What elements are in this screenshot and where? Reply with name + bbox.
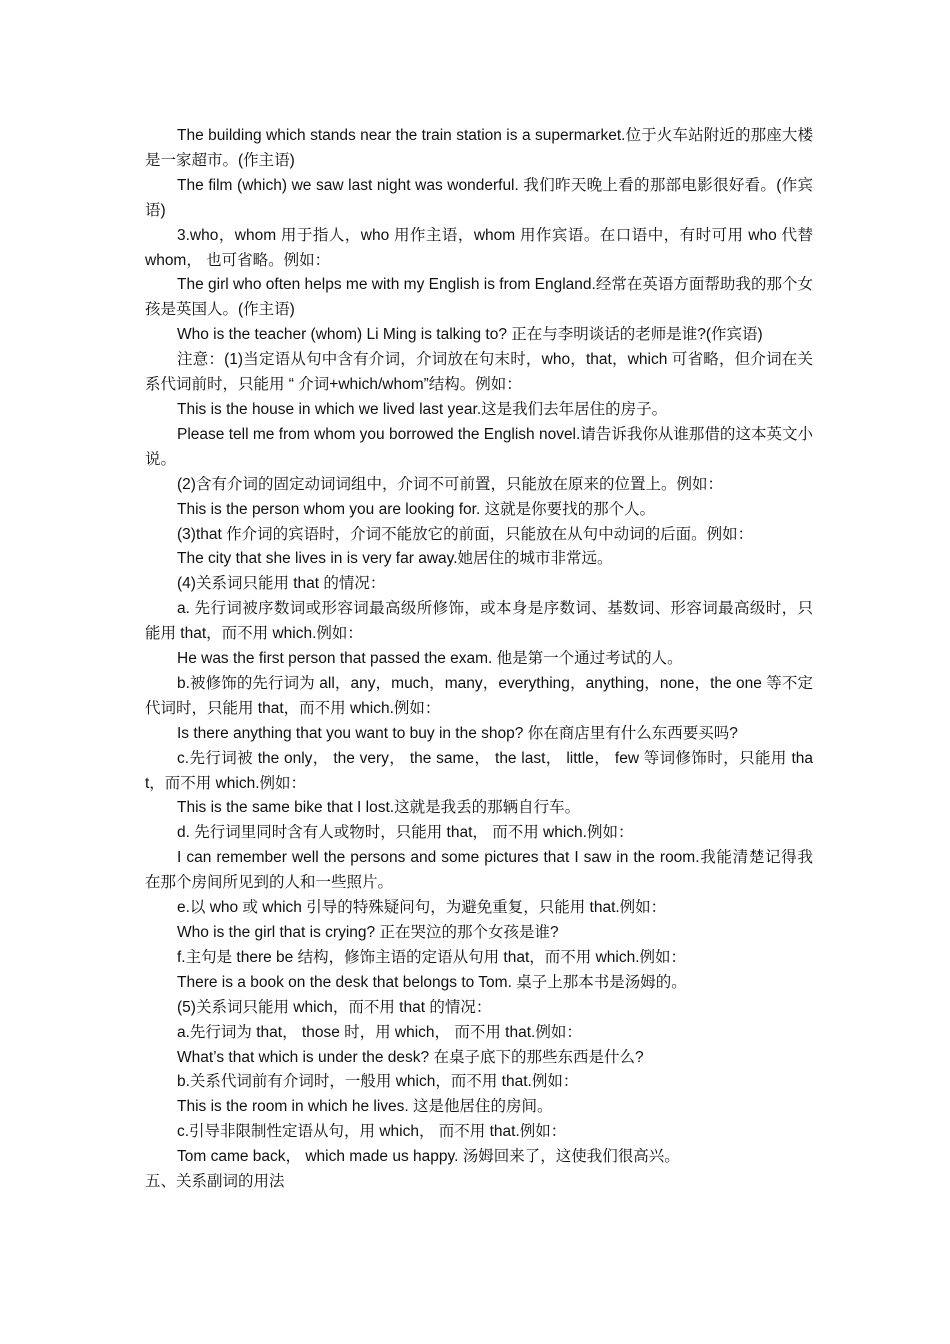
- body-paragraph: This is the room in which he lives. 这是他居住的房间。: [177, 1098, 553, 1116]
- body-paragraph: The building which stands near the train station is a supermarket.位于火车站附近的那座大楼是一家超市。(作主语): [145, 127, 813, 169]
- body-paragraph: c.引导非限制性定语从句，用 which， 而不用 that.例如：: [177, 1123, 567, 1141]
- body-paragraph: b.关系代词前有介词时，一般用 which，而不用 that.例如：: [177, 1073, 579, 1091]
- body-paragraph: He was the first person that passed the exam. 他是第一个通过考试的人。: [177, 650, 683, 668]
- body-paragraph: (5)关系词只能用 which，而不用 that 的情况：: [177, 998, 492, 1016]
- body-paragraph: b.被修饰的先行词为 all，any，much，many，everything，anything，none，the one 等不定代词时，只能用 that，而不用 which.例如：: [145, 674, 813, 717]
- body-paragraph: The girl who often helps me with my English is from England.经常在英语方面帮助我的那个女孩是英国人。(作主语): [145, 276, 813, 319]
- body-paragraph: (2)含有介词的固定动词词组中，介词不可前置，只能放在原来的位置上。例如：: [177, 475, 723, 493]
- document-page: [145, 124, 813, 1195]
- body-paragraph: a. 先行词被序数词或形容词最高级所修饰，或本身是序数词、基数词、形容词最高级时，只能用 that，而不用 which.例如：: [145, 600, 813, 643]
- body-paragraph: (3)that 作介词的宾语时，介词不能放它的前面，只能放在从句中动词的后面。例如：: [177, 525, 754, 543]
- body-paragraph: 注意：(1)当定语从句中含有介词，介词放在句末时，who，that，which 可省略，但介词在关系代词前时，只能用 “ 介词+which/whom”结构。例如：: [145, 351, 813, 394]
- body-paragraph: The city that she lives in is very far away.她居住的城市非常远。: [177, 550, 613, 568]
- body-paragraph: d. 先行词里同时含有人或物时，只能用 that， 而不用 which.例如：: [177, 824, 634, 842]
- body-paragraph: There is a book on the desk that belongs to Tom. 桌子上那本书是汤姆的。: [177, 973, 687, 991]
- body-paragraph: 3.who，whom 用于指人，who 用作主语，whom 用作宾语。在口语中，有时可用 who 代替 whom， 也可省略。例如：: [145, 226, 813, 269]
- body-paragraph: I can remember well the persons and some pictures that I saw in the room.我能清楚记得我在那个房间所见到的人和一些照片。: [145, 849, 813, 892]
- section-heading: 五、关系副词的用法: [145, 1173, 285, 1191]
- body-paragraph: c.先行词被 the only， the very， the same， the last， little， few 等词修饰时，只能用 that，而不用 which.例如：: [145, 749, 813, 792]
- body-paragraph: Is there anything that you want to buy in the shop? 你在商店里有什么东西要买吗?: [177, 724, 738, 742]
- body-paragraph: Who is the girl that is crying? 正在哭泣的那个女孩是谁?: [177, 924, 559, 941]
- body-paragraph: What’s that which is under the desk? 在桌子底下的那些东西是什么?: [177, 1048, 644, 1066]
- body-paragraph: This is the person whom you are looking for. 这就是你要找的那个人。: [177, 500, 656, 518]
- body-paragraph: This is the same bike that I lost.这就是我丢的那辆自行车。: [177, 799, 581, 817]
- body-paragraph: Tom came back， which made us happy. 汤姆回来了，这使我们很高兴。: [177, 1148, 680, 1166]
- body-paragraph: e.以 who 或 which 引导的特殊疑问句，为避免重复，只能用 that.例如：: [177, 899, 667, 917]
- body-paragraph: Please tell me from whom you borrowed the English novel.请告诉我你从谁那借的这本英文小说。: [145, 425, 813, 468]
- body-paragraph: a.先行词为 that， those 时，用 which， 而不用 that.例如：: [177, 1023, 582, 1041]
- body-paragraph: f.主句是 there be 结构，修饰主语的定语从句用 that，而不用 which.例如：: [177, 948, 687, 966]
- body-paragraph: Who is the teacher (whom) Li Ming is talking to? 正在与李明谈话的老师是谁?(作宾语): [177, 326, 763, 344]
- body-paragraph: The film (which) we saw last night was wonderful. 我们昨天晚上看的那部电影很好看。(作宾语): [145, 176, 813, 219]
- body-paragraph: (4)关系词只能用 that 的情况：: [177, 575, 386, 593]
- body-paragraph: This is the house in which we lived last year.这是我们去年居住的房子。: [177, 400, 668, 418]
